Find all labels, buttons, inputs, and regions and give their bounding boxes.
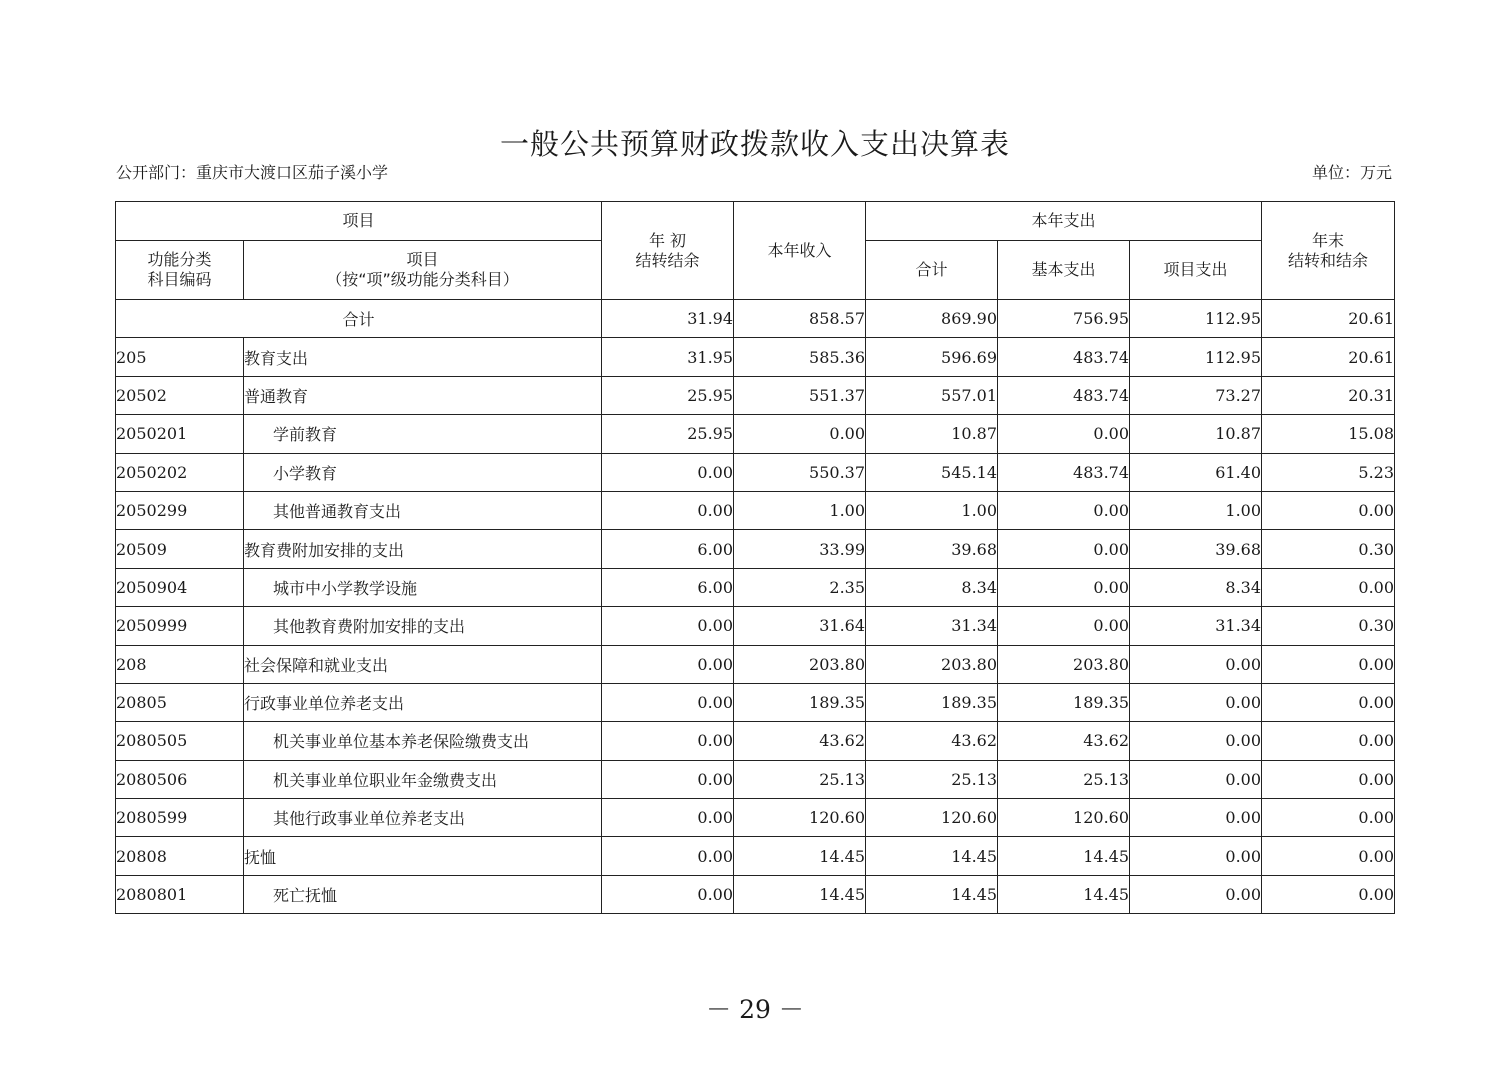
cell-expense-total: 1.00 <box>866 491 998 529</box>
cell-project-expense: 1.00 <box>1130 491 1262 529</box>
cell-basic-expense: 0.00 <box>998 568 1130 606</box>
table-row <box>116 568 1395 606</box>
header-project-expense: 项目支出 <box>1130 241 1262 300</box>
cell-project-expense: 73.27 <box>1130 376 1262 414</box>
cell-basic-expense: 14.45 <box>998 837 1130 875</box>
cell-basic-expense: 43.62 <box>998 722 1130 760</box>
table-row <box>116 607 1395 645</box>
table-row <box>116 338 1395 376</box>
cell-closing-balance: 5.23 <box>1262 453 1395 491</box>
table-row <box>116 645 1395 683</box>
cell-opening-balance: 0.00 <box>602 875 734 913</box>
table-row <box>116 530 1395 568</box>
cell-expense-total: 39.68 <box>866 530 998 568</box>
cell-project-expense: 61.40 <box>1130 453 1262 491</box>
total-expense-total: 869.90 <box>866 300 998 338</box>
cell-closing-balance: 0.00 <box>1262 760 1395 798</box>
cell-closing-balance: 0.00 <box>1262 645 1395 683</box>
cell-project-expense: 0.00 <box>1130 722 1262 760</box>
cell-opening-balance: 0.00 <box>602 683 734 721</box>
cell-func-code: 2050201 <box>116 415 244 453</box>
cell-current-income: 550.37 <box>734 453 866 491</box>
cell-project-expense: 0.00 <box>1130 760 1262 798</box>
total-project-expense: 112.95 <box>1130 300 1262 338</box>
cell-project-name: 其他普通教育支出 <box>244 491 602 529</box>
cell-expense-total: 120.60 <box>866 799 998 837</box>
cell-current-income: 120.60 <box>734 799 866 837</box>
cell-project-name: 机关事业单位职业年金缴费支出 <box>244 760 602 798</box>
cell-current-income: 43.62 <box>734 722 866 760</box>
cell-basic-expense: 14.45 <box>998 875 1130 913</box>
cell-func-code: 2080801 <box>116 875 244 913</box>
header-project-group: 项目 <box>116 202 602 241</box>
cell-closing-balance: 0.00 <box>1262 722 1395 760</box>
cell-expense-total: 43.62 <box>866 722 998 760</box>
cell-closing-balance: 20.61 <box>1262 338 1395 376</box>
cell-expense-total: 14.45 <box>866 837 998 875</box>
cell-project-name: 其他行政事业单位养老支出 <box>244 799 602 837</box>
cell-project-name: 抚恤 <box>244 837 602 875</box>
cell-current-income: 1.00 <box>734 491 866 529</box>
department-label: 公开部门：重庆市大渡口区茄子溪小学 <box>116 163 389 182</box>
total-label: 合计 <box>116 300 602 338</box>
cell-project-expense: 0.00 <box>1130 645 1262 683</box>
cell-opening-balance: 0.00 <box>602 837 734 875</box>
table-row <box>116 453 1395 491</box>
cell-current-income: 189.35 <box>734 683 866 721</box>
cell-func-code: 2050999 <box>116 607 244 645</box>
cell-project-expense: 8.34 <box>1130 568 1262 606</box>
cell-opening-balance: 0.00 <box>602 645 734 683</box>
cell-closing-balance: 15.08 <box>1262 415 1395 453</box>
cell-project-name: 教育费附加安排的支出 <box>244 530 602 568</box>
cell-closing-balance: 0.30 <box>1262 607 1395 645</box>
page-title: 一般公共预算财政拨款收入支出决算表 <box>499 127 1010 161</box>
cell-project-expense: 31.34 <box>1130 607 1262 645</box>
total-closing-balance: 20.61 <box>1262 300 1395 338</box>
header-closing-balance: 年末 结转和结余 <box>1262 202 1395 300</box>
unit-label: 单位：万元 <box>1311 163 1392 182</box>
cell-basic-expense: 0.00 <box>998 415 1130 453</box>
cell-basic-expense: 0.00 <box>998 530 1130 568</box>
header-current-income: 本年收入 <box>734 202 866 300</box>
table-row <box>116 760 1395 798</box>
cell-func-code: 20502 <box>116 376 244 414</box>
table-row <box>116 376 1395 414</box>
cell-closing-balance: 0.00 <box>1262 837 1395 875</box>
cell-expense-total: 10.87 <box>866 415 998 453</box>
cell-func-code: 20808 <box>116 837 244 875</box>
cell-opening-balance: 6.00 <box>602 568 734 606</box>
cell-current-income: 585.36 <box>734 338 866 376</box>
cell-closing-balance: 0.30 <box>1262 530 1395 568</box>
cell-basic-expense: 0.00 <box>998 607 1130 645</box>
cell-basic-expense: 483.74 <box>998 338 1130 376</box>
budget-table <box>115 201 1395 914</box>
total-basic-expense: 756.95 <box>998 300 1130 338</box>
cell-closing-balance: 20.31 <box>1262 376 1395 414</box>
cell-basic-expense: 25.13 <box>998 760 1130 798</box>
cell-project-expense: 0.00 <box>1130 683 1262 721</box>
cell-expense-total: 557.01 <box>866 376 998 414</box>
cell-func-code: 205 <box>116 338 244 376</box>
header-func-code: 功能分类 科目编码 <box>116 241 244 300</box>
cell-current-income: 203.80 <box>734 645 866 683</box>
table-row <box>116 837 1395 875</box>
table-row <box>116 491 1395 529</box>
cell-expense-total: 203.80 <box>866 645 998 683</box>
cell-current-income: 0.00 <box>734 415 866 453</box>
header-current-expense-group: 本年支出 <box>866 202 1262 241</box>
cell-project-expense: 39.68 <box>1130 530 1262 568</box>
cell-func-code: 208 <box>116 645 244 683</box>
cell-expense-total: 25.13 <box>866 760 998 798</box>
cell-project-name: 死亡抚恤 <box>244 875 602 913</box>
total-current-income: 858.57 <box>734 300 866 338</box>
header-project-name: 项目 （按“项”级功能分类科目） <box>244 241 602 300</box>
cell-basic-expense: 120.60 <box>998 799 1130 837</box>
cell-project-name: 普通教育 <box>244 376 602 414</box>
total-opening-balance: 31.94 <box>602 300 734 338</box>
cell-opening-balance: 25.95 <box>602 376 734 414</box>
cell-opening-balance: 0.00 <box>602 491 734 529</box>
cell-closing-balance: 0.00 <box>1262 491 1395 529</box>
cell-basic-expense: 189.35 <box>998 683 1130 721</box>
cell-project-name: 教育支出 <box>244 338 602 376</box>
cell-opening-balance: 0.00 <box>602 453 734 491</box>
cell-expense-total: 596.69 <box>866 338 998 376</box>
cell-project-name: 机关事业单位基本养老保险缴费支出 <box>244 722 602 760</box>
table-row <box>116 722 1395 760</box>
cell-basic-expense: 483.74 <box>998 453 1130 491</box>
cell-opening-balance: 0.00 <box>602 607 734 645</box>
cell-func-code: 2080506 <box>116 760 244 798</box>
cell-closing-balance: 0.00 <box>1262 799 1395 837</box>
cell-current-income: 33.99 <box>734 530 866 568</box>
cell-expense-total: 189.35 <box>866 683 998 721</box>
cell-project-name: 其他教育费附加安排的支出 <box>244 607 602 645</box>
cell-expense-total: 14.45 <box>866 875 998 913</box>
cell-opening-balance: 0.00 <box>602 760 734 798</box>
cell-func-code: 2080599 <box>116 799 244 837</box>
cell-opening-balance: 0.00 <box>602 722 734 760</box>
cell-func-code: 2050202 <box>116 453 244 491</box>
cell-expense-total: 31.34 <box>866 607 998 645</box>
cell-current-income: 2.35 <box>734 568 866 606</box>
cell-project-expense: 10.87 <box>1130 415 1262 453</box>
cell-func-code: 20509 <box>116 530 244 568</box>
cell-expense-total: 8.34 <box>866 568 998 606</box>
cell-project-name: 行政事业单位养老支出 <box>244 683 602 721</box>
cell-closing-balance: 0.00 <box>1262 568 1395 606</box>
cell-project-name: 城市中小学教学设施 <box>244 568 602 606</box>
cell-project-expense: 0.00 <box>1130 875 1262 913</box>
cell-func-code: 2050904 <box>116 568 244 606</box>
cell-opening-balance: 25.95 <box>602 415 734 453</box>
cell-project-expense: 0.00 <box>1130 837 1262 875</box>
cell-opening-balance: 6.00 <box>602 530 734 568</box>
table-row <box>116 875 1395 913</box>
cell-opening-balance: 31.95 <box>602 338 734 376</box>
cell-current-income: 25.13 <box>734 760 866 798</box>
cell-closing-balance: 0.00 <box>1262 875 1395 913</box>
cell-func-code: 2050299 <box>116 491 244 529</box>
cell-project-expense: 112.95 <box>1130 338 1262 376</box>
cell-opening-balance: 0.00 <box>602 799 734 837</box>
table-row <box>116 683 1395 721</box>
cell-basic-expense: 203.80 <box>998 645 1130 683</box>
page-number: － 29 － <box>706 995 804 1024</box>
table-row <box>116 799 1395 837</box>
cell-closing-balance: 0.00 <box>1262 683 1395 721</box>
cell-func-code: 20805 <box>116 683 244 721</box>
cell-func-code: 2080505 <box>116 722 244 760</box>
cell-project-name: 学前教育 <box>244 415 602 453</box>
table-row <box>116 415 1395 453</box>
cell-basic-expense: 0.00 <box>998 491 1130 529</box>
cell-project-name: 社会保障和就业支出 <box>244 645 602 683</box>
header-expense-total: 合计 <box>866 241 998 300</box>
header-basic-expense: 基本支出 <box>998 241 1130 300</box>
cell-expense-total: 545.14 <box>866 453 998 491</box>
total-row <box>116 300 1395 338</box>
header-opening-balance: 年 初 结转结余 <box>602 202 734 300</box>
cell-project-name: 小学教育 <box>244 453 602 491</box>
cell-current-income: 14.45 <box>734 837 866 875</box>
cell-current-income: 551.37 <box>734 376 866 414</box>
cell-current-income: 31.64 <box>734 607 866 645</box>
cell-current-income: 14.45 <box>734 875 866 913</box>
cell-project-expense: 0.00 <box>1130 799 1262 837</box>
cell-basic-expense: 483.74 <box>998 376 1130 414</box>
